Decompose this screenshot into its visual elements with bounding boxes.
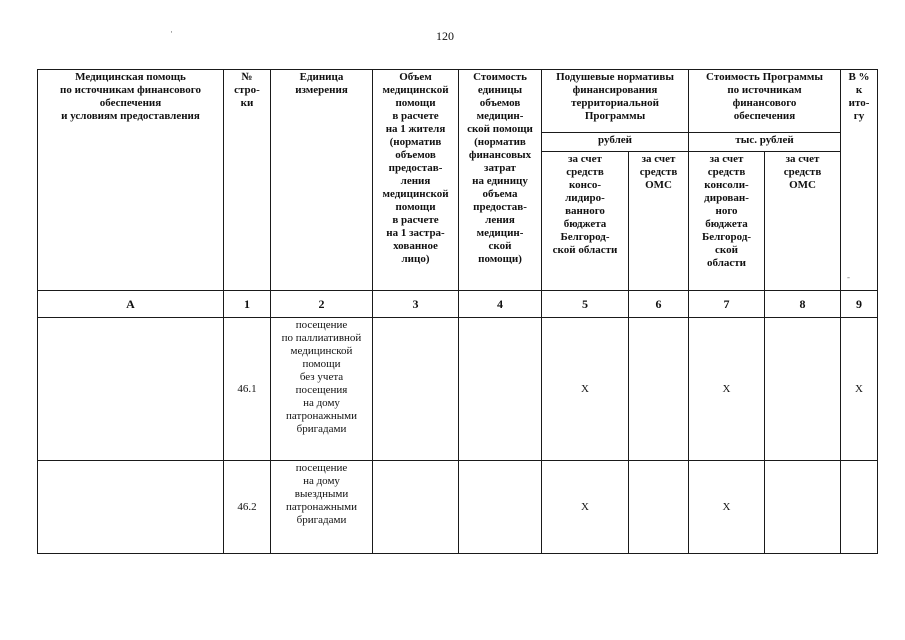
cell-col-9 bbox=[841, 461, 878, 554]
cell-col-3 bbox=[373, 318, 459, 461]
cell-col-5: X bbox=[542, 461, 629, 554]
cell-col-6 bbox=[629, 318, 689, 461]
header-col-4: Стоимость единицы объемов медицин- ской помощи (норматив финансовых затрат на единицу объема предостав- ления медицин- ской помощи) bbox=[459, 70, 542, 291]
table-row bbox=[38, 318, 878, 461]
row-line-number: 46.2 bbox=[224, 461, 271, 554]
header-col-2: Единица измерения bbox=[271, 70, 373, 291]
page-number: 120 bbox=[436, 29, 454, 43]
cell-col-9: X bbox=[841, 318, 878, 461]
header-row bbox=[38, 70, 878, 133]
cell-col-4 bbox=[459, 318, 542, 461]
header-col-8: за счет средств ОМС bbox=[765, 152, 841, 291]
cell-col-4 bbox=[459, 461, 542, 554]
cell-col-8 bbox=[765, 318, 841, 461]
column-number: 8 bbox=[765, 291, 841, 318]
column-number: 4 bbox=[459, 291, 542, 318]
header-col-5: за счет средств консо- лидиро- ванного бюджета Белгород- ской области bbox=[542, 152, 629, 291]
row-unit-cell: посещение на дому выездными патронажными бригадами bbox=[271, 461, 373, 554]
header-col-7: за счет средств консоли- дирован- ного бюджета Белгород- ской области bbox=[689, 152, 765, 291]
financing-table bbox=[37, 69, 878, 554]
column-number: 1 bbox=[224, 291, 271, 318]
cell-col-3 bbox=[373, 461, 459, 554]
column-number-row bbox=[38, 291, 878, 318]
column-number: 3 bbox=[373, 291, 459, 318]
header-group-per-capita: Подушевые нормативы финансирования территориальной Программы bbox=[542, 70, 689, 133]
column-number: 9 bbox=[841, 291, 878, 318]
header-col-9: В % к ито- гу bbox=[841, 70, 878, 291]
column-number: 2 bbox=[271, 291, 373, 318]
table-row bbox=[38, 461, 878, 554]
cell-col-7: X bbox=[689, 461, 765, 554]
cell-col-6 bbox=[629, 461, 689, 554]
column-number: 5 bbox=[542, 291, 629, 318]
row-label-cell bbox=[38, 461, 224, 554]
column-number: 6 bbox=[629, 291, 689, 318]
header-col-6: за счет средств ОМС bbox=[629, 152, 689, 291]
row-label-cell bbox=[38, 318, 224, 461]
cell-col-7: X bbox=[689, 318, 765, 461]
row-unit-cell: посещение по паллиативной медицинской помощи без учета посещения на дому патронажными бригадами bbox=[271, 318, 373, 461]
scan-speck: · bbox=[170, 27, 173, 37]
cell-col-8 bbox=[765, 461, 841, 554]
column-number: 7 bbox=[689, 291, 765, 318]
scan-mark: - bbox=[847, 272, 850, 282]
row-line-number: 46.1 bbox=[224, 318, 271, 461]
header-unit-thousand-rub: тыс. рублей bbox=[689, 133, 841, 152]
header-col-3: Объем медицинской помощи в расчете на 1 жителя (норматив объемов предостав- ления медицинской помощи в расчете на 1 застра- хованное лицо) bbox=[373, 70, 459, 291]
header-group-cost: Стоимость Программы по источникам финансового обеспечения bbox=[689, 70, 841, 133]
header-col-1: № стро- ки bbox=[224, 70, 271, 291]
header-col-a: Медицинская помощь по источникам финансового обеспечения и условиям предоставления bbox=[38, 70, 224, 291]
cell-col-5: X bbox=[542, 318, 629, 461]
header-unit-rub: рублей bbox=[542, 133, 689, 152]
column-number: А bbox=[38, 291, 224, 318]
